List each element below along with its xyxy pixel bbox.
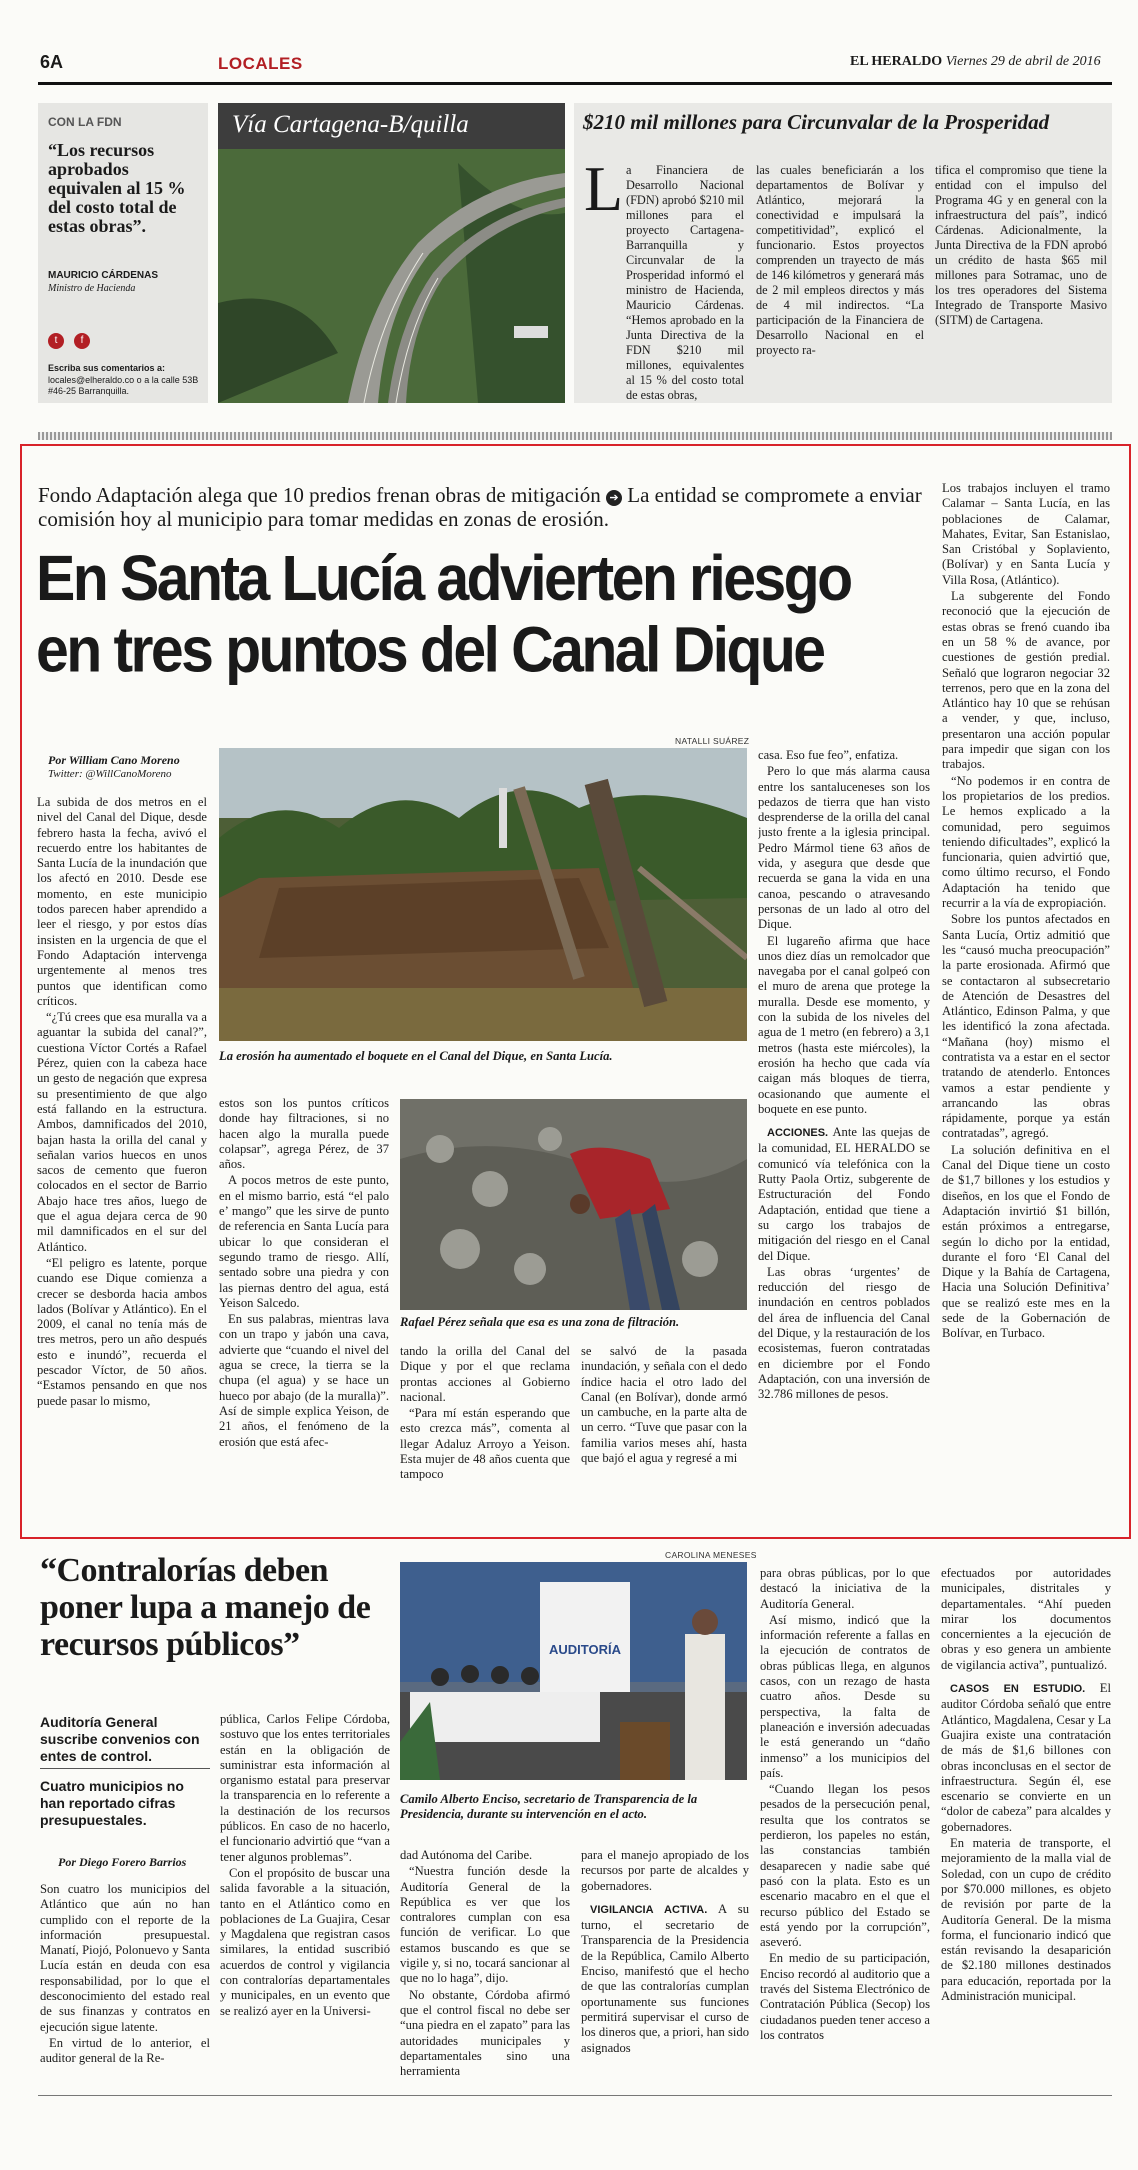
main-col4-p3: El lugareño afirma que hace unos diez días un remolcador que navegaba por el canal golpeó con el muro de arena que protege la muralla. Desde ese momento, y con la subida de los niveles del agua de 1 metro (en febrero) a 3,1 metros (hasta este miércoles), la erosión ha hecho que cada vía caigan más bloques de tierra, ocasionando que aumente el boquete en ese punto. — [758, 933, 930, 1116]
kicker-part-b: La entidad se compromete a enviar comisión hoy al municipio para tomar medidas en zonas de erosión. — [38, 483, 922, 531]
bottom-col5 — [760, 1566, 930, 2084]
main-col3-p1: tando la orilla del Canal del Dique y por el que reclama prontas acciones al Gobierno nacional. — [400, 1344, 570, 1404]
event-image — [400, 1562, 747, 1780]
header-rule — [38, 82, 1112, 85]
main-col5-p1: Los trabajos incluyen el tramo Calamar – Santa Lucía, en las poblaciones de Calamar, Mahates, Evitar, San Estanislao, San Cristóbal y Soplaviento, (Bolívar) y en Santa Lucía y Villa Rosa, (Atlántico). — [942, 481, 1110, 587]
sidebar-author-title: Ministro de Hacienda — [48, 283, 136, 294]
bottom-col3-p2: “Nuestra función desde la Auditoría General de la República es ver que los contralores cumplan con esa función de verificar. Lo que estamos buscando es que se vigile y, si no, tocará sancionar al que no lo haga”, dijo. — [400, 1864, 570, 1986]
footer-rule — [38, 2095, 1112, 2096]
photo-banner-text: Vía Cartagena-B/quilla — [232, 111, 469, 138]
sidebar-quote: “Los recursos aprobados equivalen al 15 % del costo total de estas obras”. — [48, 140, 186, 236]
main-col5-p2: La subgerente del Fondo reconoció que la ejecución de estas obras se frenó cuando iba en un 58 % de avance, por cuestiones de gestión predial. Señaló que lograron negociar 32 terrenos, pero que en la zona del Atlántico hay 10 que se rehúsan a vender, y que, incluso, presentaron una acción popular para impedir que sigan con los trabajos. — [942, 589, 1110, 772]
bottom-col3-p3: No obstante, Córdoba afirmó que el control fiscal no debe ser “una piedra en el zapato” para las autoridades municipales y departamentales sino una herramienta — [400, 1987, 570, 2079]
bottom-col4 — [581, 1848, 749, 2084]
erosion-photo — [219, 748, 747, 1041]
main-col4-p5: Las obras ‘urgentes’ de reducción del riesgo de inundación en centros poblados del área de influencia del Canal del Dique, y la restauración de los ecosistemas, fueron contratadas en diciembre por el Fondo Adaptación, con una inversión de 32.786 millones de pesos. — [758, 1264, 930, 1402]
sidebar-label: CON LA FDN — [48, 115, 122, 129]
photo2-caption: Rafael Pérez señala que esa es una zona de filtración. — [400, 1315, 680, 1329]
twitter-handle: Twitter: @WillCanoMoreno — [48, 768, 172, 780]
bottom-byline: Por Diego Forero Barrios — [58, 1855, 187, 1869]
filtration-photo — [400, 1099, 747, 1310]
main-col3-p2: “Para mí están esperando que esto crezca más”, comenta al llegar Adaluz Arroyo a Yeison. Esta mujer de 48 años cuenta que tampoco — [400, 1406, 570, 1482]
main-col1 — [37, 795, 207, 1515]
main-col1-p2: “¿Tú crees que esa muralla va a aguantar la subida del canal?”, cuestiona Víctor Cortés a Rafael Pérez, quien con la cabeza hace un gesto de negación que expresa su presentimiento de que algo está fallando en la estructura. Ambos, damnificados del 2010, bajan hasta la orilla del canal y señalan varios huecos en unos sacos de cemento que fueron colocados en el sector de Barrio Abajo hace tres años, luego de que el agua dejara cerca de 90 mil damnificados en el sur del Atlántico. — [37, 1010, 207, 1254]
bottom-col6-p1: efectuados por autoridades municipales, distritales y departamentales. “Ahí pueden mirar los documentos concernientes a la ejecución de obras y eso genera un ambiente de vigilancia activa”, puntualizó. — [941, 1566, 1111, 1672]
acciones-lead: ACCIONES. — [767, 1127, 829, 1140]
main-col2-p1: estos son los puntos críticos donde hay filtraciones, si no hacen algo la muralla puede colapsar”, agrega Pérez, de 37 años. — [219, 1096, 389, 1172]
bottom-headline: “Contralorías deben poner lupa a manejo de recursos públicos” — [40, 1552, 371, 1663]
bottom-col4-p2 — [581, 1902, 749, 2056]
comments-address: locales@elheraldo.co o a la calle 53B #46-25 Barranquilla. — [48, 375, 199, 396]
top-article-col3 — [935, 163, 1107, 329]
bottom-photo-credit: CAROLINA MENESES — [665, 1550, 757, 1560]
main-col2-p3: En sus palabras, mientras lava con un trapo y jabón una cava, advierte que “cuando el nivel del agua se crece, la tierra se la chupa (el agua) y se hace un hueco por abajo (de la muralla)”. Así de simple explica Yeison, de 21 años, el fenómeno de la erosión que está afec- — [219, 1312, 389, 1449]
main-col2 — [219, 1096, 389, 1516]
bottom-col2 — [220, 1712, 390, 2084]
deck-1: Auditoría General suscribe convenios con entes de control. — [40, 1714, 200, 1764]
kicker-part-a: Fondo Adaptación alega que 10 predios frenan obras de mitigación — [38, 483, 601, 507]
bottom-col3 — [400, 1848, 570, 2084]
top-article-col1 — [626, 163, 744, 404]
bottom-col3-p1: dad Autónoma del Caribe. — [400, 1848, 533, 1862]
deck-2: Cuatro municipios no han reportado cifras presupuestales. — [40, 1778, 184, 1828]
main-col5-p5: La solución definitiva en el Canal del Dique tiene un costo de $1,7 billones y los estudios y diseños, en los que el Fondo de Adaptación invirtió $1 billón, están próximos a entregarse, según lo dicho por la entidad, durante el foro ‘El Canal del Dique y la Bahía de Cartagena, Hacia una Solución Definitiva’ que se realizó este mes en la sede de la Gobernación de Bolívar, en Turbaco. — [942, 1142, 1110, 1341]
bottom-col5-p1: para obras públicas, por lo que destacó la iniciativa de la Auditoría General. — [760, 1566, 930, 1611]
main-col1-p1: La subida de dos metros en el nivel del Canal del Dique, desde febrero hasta la fecha, avivó el recuerdo entre los habitantes de Santa Lucía de la inundación que los afectó en 2010. Desde ese momento, en este municipio todos parecen haber aprendido a leer el riesgo, y por estos días insisten en la urgencia de que el Fondo Adaptación intervenga urgentemente al menos tres puntos que identifican como críticos. — [37, 795, 207, 1008]
main-col4-p1: casa. Eso fue feo”, enfatiza. — [758, 748, 899, 762]
main-col4-p2: Pero lo que más alarma causa entre los santaluceneses son los pedazos de tierra que han visto desprenderse de la orilla del canal justo frente a la iglesia principal. Pedro Mármol tiene 63 años de vida, y asegura que desde que recuerda se gana la vida en una canoa, pescando o atravesando personas de un lado al otro del Dique. — [758, 764, 930, 932]
section-name: LOCALES — [218, 54, 303, 73]
main-headline — [36, 543, 936, 686]
main-col1-p3: “El peligro es latente, porque cuando ese Dique comienza a crecer se desborda hacia ambos lados (Bolívar y Atlántico). En el 2009, el canal no tenía más de tres metros, pero un año después esto e inundó”, recuerda el pescador Víctor, de 50 años. “Estamos pensando en que nos puede pasar lo mismo, — [37, 1255, 207, 1408]
sidebar-author-name: MAURICIO CÁRDENAS — [48, 270, 158, 281]
casos-text: El auditor Córdoba señaló que entre Atlántico, Magdalena, Cesar y La Guajira existe una contratación de más de $1,6 billones con obras inconclusas en el sector de infraestructura. Según él, ese escenario se convierte en un “dolor de cabeza” para alcaldes y gobernadores. — [941, 1681, 1111, 1834]
casos-lead: CASOS EN ESTUDIO. — [950, 1683, 1086, 1696]
photo1-caption: La erosión ha aumentado el boquete en el Canal del Dique, en Santa Lucía. — [219, 1049, 613, 1063]
main-col4-p4 — [758, 1125, 930, 1264]
top-col3-text: tifica el compromiso que tiene la entidad con el impulso del Programa 4G y en general con la infraestructura del país”, indicó Cárdenas. Adicionalmente, la Junta Directiva de la FDN aprobó un crédito de hasta $65 mil millones para Sotramac, uno de los tres operadores del Sistema Integrado de Transporte Masivo (SITM) de Cartagena. — [935, 163, 1107, 327]
bottom-col4-p1: para el manejo apropiado de los recursos por parte de alcaldes y gobernadores. — [581, 1848, 749, 1893]
comments-label: Escriba sus comentarios a: — [48, 363, 166, 373]
bottom-col1-p1: Son cuatro los municipios del Atlántico que aún no han cumplido con el reporte de la información presupuestal. Manatí, Piojó, Polonuevo y Santa Lucía están en deuda con esa responsabilidad, por lo que el desconocimiento del estado real de sus finanzas y contratos en ejecución sigue latente. — [40, 1882, 210, 2034]
main-col4 — [758, 748, 930, 1518]
main-col5-p4: Sobre los puntos afectados en Santa Lucía, Ortiz admitió que les “causó mucha preocupación” la parte erosionada. Afirmó que se contactaron al subsecretario de Atención de Desastres del Atlántico, Edinson Palma, y que les identificó la zona afectada. “Mañana (hoy) mismo el contratista va a estar en el sector tratando de atenderlo. Entonces vamos a estar pendiente y arrancando las obras rápidamente, porque ya están contratadas”, agregó. — [942, 912, 1110, 1141]
top-article-col2 — [756, 163, 924, 359]
twitter-icon[interactable]: t — [48, 333, 64, 349]
bottom-col5-p4: En medio de su participación, Enciso recordó al auditorio que a través del Sistema Electrónico de Contratación Pública (Secop) los ciudadanos pueden tener acceso a los contratos — [760, 1951, 930, 2042]
byline: Por William Cano Moreno — [48, 753, 180, 767]
bottom-col2-p2: Con el propósito de buscar una salida favorable a la situación, tanto en el Atlántico como en poblaciones de La Guajira, Cesar y Magdalena que registran casos similares, la entidad suscribió acuerdos de control y vigilancia con contralorías departamentales y municipales, en un evento que se realizó ayer en la Universi- — [220, 1865, 390, 2018]
main-col5-p3: “No podemos ir en contra de los propietarios de los predios. Le hemos explicado a la comunidad, pero seguimos teniendo dificultades”, explicó la funcionaria, quien advirtió que, como último recurso, el Fondo Adaptación ha tenido que recurrir a la vía de expropiación. — [942, 773, 1110, 911]
top-col1-text: a Financiera de Desarrollo Nacional (FDN) aprobó $210 mil millones para el proyecto Cartagena-Barranquilla y Circunvalar de la Prosperidad informó el ministro de Hacienda, Mauricio Cárdenas. “Hemos aprobado en la Junta Directiva de la FDN $210 mil millones, equivalentes al 15 % del costo total de estas obras, — [626, 163, 744, 402]
page-number: 6A — [40, 52, 64, 72]
filtration-image — [400, 1099, 747, 1310]
section-separator — [38, 432, 1112, 440]
bottom-col2-p1: pública, Carlos Felipe Córdoba, sostuvo que los entes territoriales están en la obligación de suministrar esta información al organismo estatal para preservar la transparencia en lo referente a la destinación de los recursos públicos. En caso de no hacerlo, el funcionario advirtió que “van a tener algunos problemas”. — [220, 1712, 390, 1864]
headline-line-2: en tres puntos del Canal Dique — [36, 614, 824, 686]
photo1-credit: NATALLI SUÁREZ — [675, 736, 750, 746]
deck-divider — [40, 1768, 210, 1769]
main-col5 — [942, 481, 1110, 1521]
erosion-image — [219, 748, 747, 1041]
bottom-photo-caption: Camilo Alberto Enciso, secretario de Transparencia de la Presidencia, durante su intervención en el acto. — [400, 1792, 698, 1821]
main-col3 — [400, 1344, 570, 1516]
road-photo — [218, 103, 565, 403]
header-masthead — [850, 54, 1101, 70]
bottom-col5-p2: Así mismo, indicó que la información referente a fallas en la ejecución de contratos de obras públicas llega, en algunos casos, con un rezago de hasta cuatro años. Desde su perspectiva, la falta de planeación e inversión adecuadas le está generando un “daño inmenso” a los municipios del país. — [760, 1612, 930, 1780]
newspaper-name: EL HERALDO — [850, 54, 943, 69]
event-photo — [400, 1562, 747, 1780]
bottom-col6-p2 — [941, 1681, 1111, 1835]
bottom-col5-p3: “Cuando llegan los pesos pesados de la persecución penal, resulta que los contratos se perdieron, los papeles no están, las constancias también desaparecen y nadie sabe qué pasó con la plata. Esto es un escenario macabro en el que el recurso público del Estado se está yendo por la corrupción”, aseveró. — [760, 1782, 930, 1950]
facebook-icon[interactable]: f — [74, 333, 90, 349]
main-kicker — [38, 483, 938, 531]
arrow-icon: ➔ — [606, 490, 622, 506]
bottom-col1-p2: En virtud de lo anterior, el auditor general de la Re- — [40, 2035, 210, 2066]
vigilancia-text: A su turno, el secretario de Transparencia de la Presidencia de la República, Camilo Alberto Enciso, manifestó que el hecho de que las contralorías cumplan oportunamente sus funciones permitirá supervisar el curso de los dineros que, a priori, han sido asignados — [581, 1901, 749, 2055]
drop-cap: L — [584, 153, 624, 224]
top-article-headline: $210 mil millones para Circunvalar de la Prosperidad — [583, 110, 1050, 134]
bottom-col6 — [941, 1566, 1111, 2084]
main-col4-top — [581, 1344, 747, 1516]
top-col2-text: las cuales beneficiarán a los departamentos de Bolívar y Atlántico, mejorará la conectividad e impulsará la competitividad”, explicó el funcionario. Estos proyectos comprenden un trayecto de más de 146 kilómetros y generará más de 2 mil empleos directos y más de 4 mil indirectos. “La participación de la Financiera de Desarrollo Nacional en el proyecto ra- — [756, 163, 924, 357]
main-col2-p2: A pocos metros de este punto, en el mismo barrio, está “el palo e’ mango” que les sirve de punto de referencia en Santa Lucía para ubicar lo que consideran el segundo tramo de riesgo. Allí, sentado sobre una piedra y con las piernas dentro del agua, está Yeison Salcedo. — [219, 1173, 389, 1310]
acciones-text: Ante las quejas de la comunidad, EL HERALDO se comunicó vía telefónica con la Rutty Paola Ortiz, subgerente de Estructuración del Fondo Adaptación, entidad que tiene a su cargo los trabajos de mitigación del riesgo en el Canal del Dique. — [758, 1125, 930, 1263]
top-sidebar — [38, 103, 208, 403]
headline-line-1: En Santa Lucía advierten riesgo — [36, 543, 851, 615]
issue-date: Viernes 29 de abril de 2016 — [945, 54, 1101, 69]
bottom-col1 — [40, 1882, 210, 2082]
auditoria-banner: AUDITORÍA — [549, 1642, 621, 1657]
main-col4-top-p1: se salvó de la pasada inundación, y señala con el dedo índice hacia el otro lado del Canal (en Bolívar), donde armó un cambuche, en la parte alta de un cerro. “Tuve que pasar con la familia varios meses ahí, hasta que bajó el agua y regresé a mi — [581, 1344, 747, 1466]
vigilancia-lead: VIGILANCIA ACTIVA. — [590, 1903, 708, 1916]
bottom-col6-p3: En materia de transporte, el mejoramiento de la malla vial de Soledad, con un cupo de crédito por $70.000 millones, es objeto de revisión por parte de la Auditoría General. De la misma forma, el funcionario indicó que están revisando la desaparición de $2.180 millones destinados para educación, reportada por la Administración municipal. — [941, 1836, 1111, 2004]
